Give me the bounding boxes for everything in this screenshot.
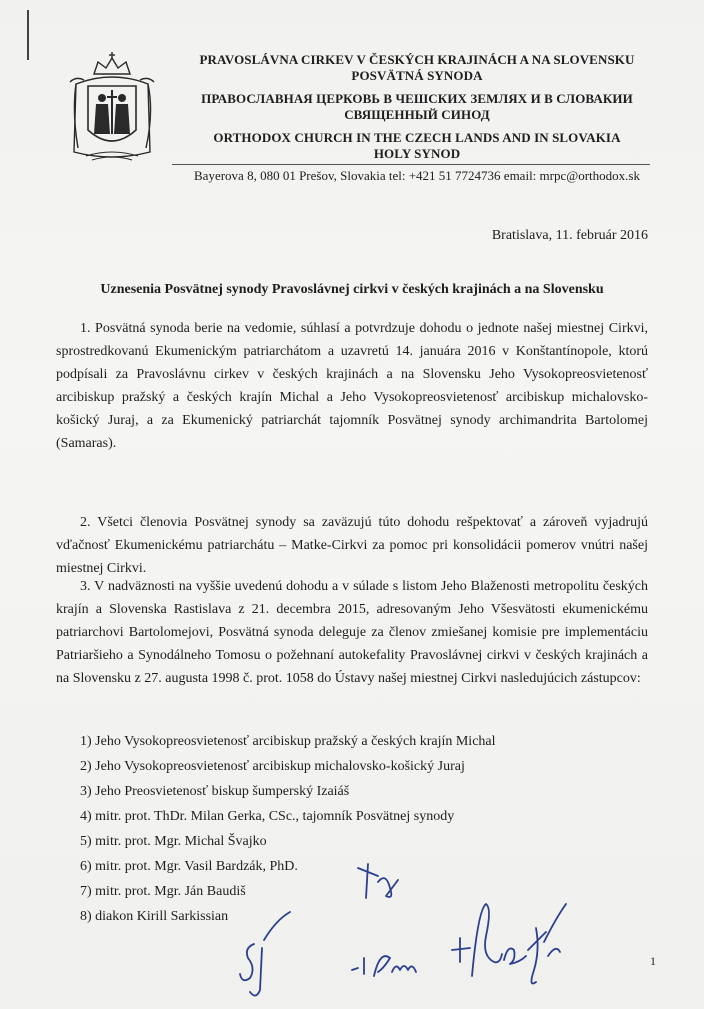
synod-name-russian: СВЯЩЕННЫЙ СИНОД (344, 107, 490, 122)
list-item: 8) diakon Kirill Sarkissian (80, 909, 229, 924)
church-coat-of-arms-icon (66, 52, 158, 164)
page-number: 1 (650, 954, 656, 968)
list-item: 2) Jeho Vysokopreosvietenosť arcibiskup michalovsko-košický Juraj (80, 759, 465, 774)
synod-name-english: HOLY SYNOD (373, 146, 461, 161)
contact-address: Bayerova 8, 080 01 Prešov, Slovakia tel: +421 51 7724736 email: mrpc@orthodox.sk (194, 168, 640, 183)
document-title: Uznesenia Posvätnej synody Pravoslávnej cirkvi v českých krajinách a na Slovensku (100, 282, 604, 297)
representatives-list (80, 729, 496, 929)
list-item: 1) Jeho Vysokopreosvietenosť arcibiskup pražský a českých krajín Michal (80, 734, 496, 749)
letterhead-divider (172, 164, 650, 165)
church-name-slovak: PRAVOSLÁVNA CIRKEV V ČESKÝCH KRAJINÁCH A NA SLOVENSKU (199, 52, 635, 67)
margin-mark (27, 10, 29, 60)
letterhead (172, 52, 662, 162)
list-item: 6) mitr. prot. Mgr. Vasil Bardzák, PhD. (80, 859, 298, 874)
document-date: Bratislava, 11. február 2016 (491, 228, 648, 243)
list-item: 7) mitr. prot. Mgr. Ján Baudiš (80, 884, 246, 899)
list-item: 3) Jeho Preosvietenosť biskup šumperský Izaiáš (80, 784, 350, 799)
church-name-english: ORTHODOX CHURCH IN THE CZECH LANDS AND IN SLOVAKIA (213, 130, 621, 145)
resolution-paragraph-1: 1. Posvätná synoda berie na vedomie, súhlasí a potvrdzuje dohodu o jednote našej miestnej Cirkvi, sprostredkovanú Ekumenickým patriarchátom a uzavretú 14. januára 2016 v Konštantínopole, ktorú podpísali za Pravoslávnu cirkev v českých krajinách a na Slovensku Jeho Vysokopreosvietenosť arcibiskup pražský a českých krajín Michal a Jeho Vysokopreosvietenosť arcibiskup michalovsko-košický Juraj, a za Ekumenický patriarchát tajomník Posvätnej synody archimandrita Bartolomej (Samaras). (56, 321, 648, 451)
synod-name-slovak: POSVÄTNÁ SYNODA (351, 68, 483, 83)
resolution-paragraph-3: 3. V nadväznosti na vyššie uvedenú dohodu a v súlade s listom Jeho Blaženosti metropolitu českých krajín a Slovenska Rastislava z 21. decembra 2015, adresovaným Jeho Všesvätosti ekumenickému patriarchovi Bartolomejovi, Posvätná synoda deleguje za členov zmiešanej komisie pre implementáciu Patriaršieho a Synodálneho Tomosu o požehnaní autokefality Pravoslávnej cirkvi v českých krajinách a na Slovensku z 27. augusta 1998 č. prot. 1058 do Ústavy našej miestnej Cirkvi nasledujúcich zástupcov: (56, 579, 648, 686)
list-item: 5) mitr. prot. Mgr. Michal Švajko (80, 834, 267, 849)
church-name-russian: ПРАВОСЛАВНАЯ ЦЕРКОВЬ В ЧЕШСКИХ ЗЕМЛЯХ И В СЛОВАКИИ (201, 91, 633, 106)
resolution-paragraph-2: 2. Všetci členovia Posvätnej synody sa zaväzujú túto dohodu rešpektovať a zároveň vyjadrujú vďačnosť Ekumenickému patriarchátu – Matke-Cirkvi za pomoc pri konsolidácii pomerov vnútri našej miestnej Cirkvi. (56, 515, 648, 576)
list-item: 4) mitr. prot. ThDr. Milan Gerka, CSc., tajomník Posvätnej synody (80, 809, 455, 824)
